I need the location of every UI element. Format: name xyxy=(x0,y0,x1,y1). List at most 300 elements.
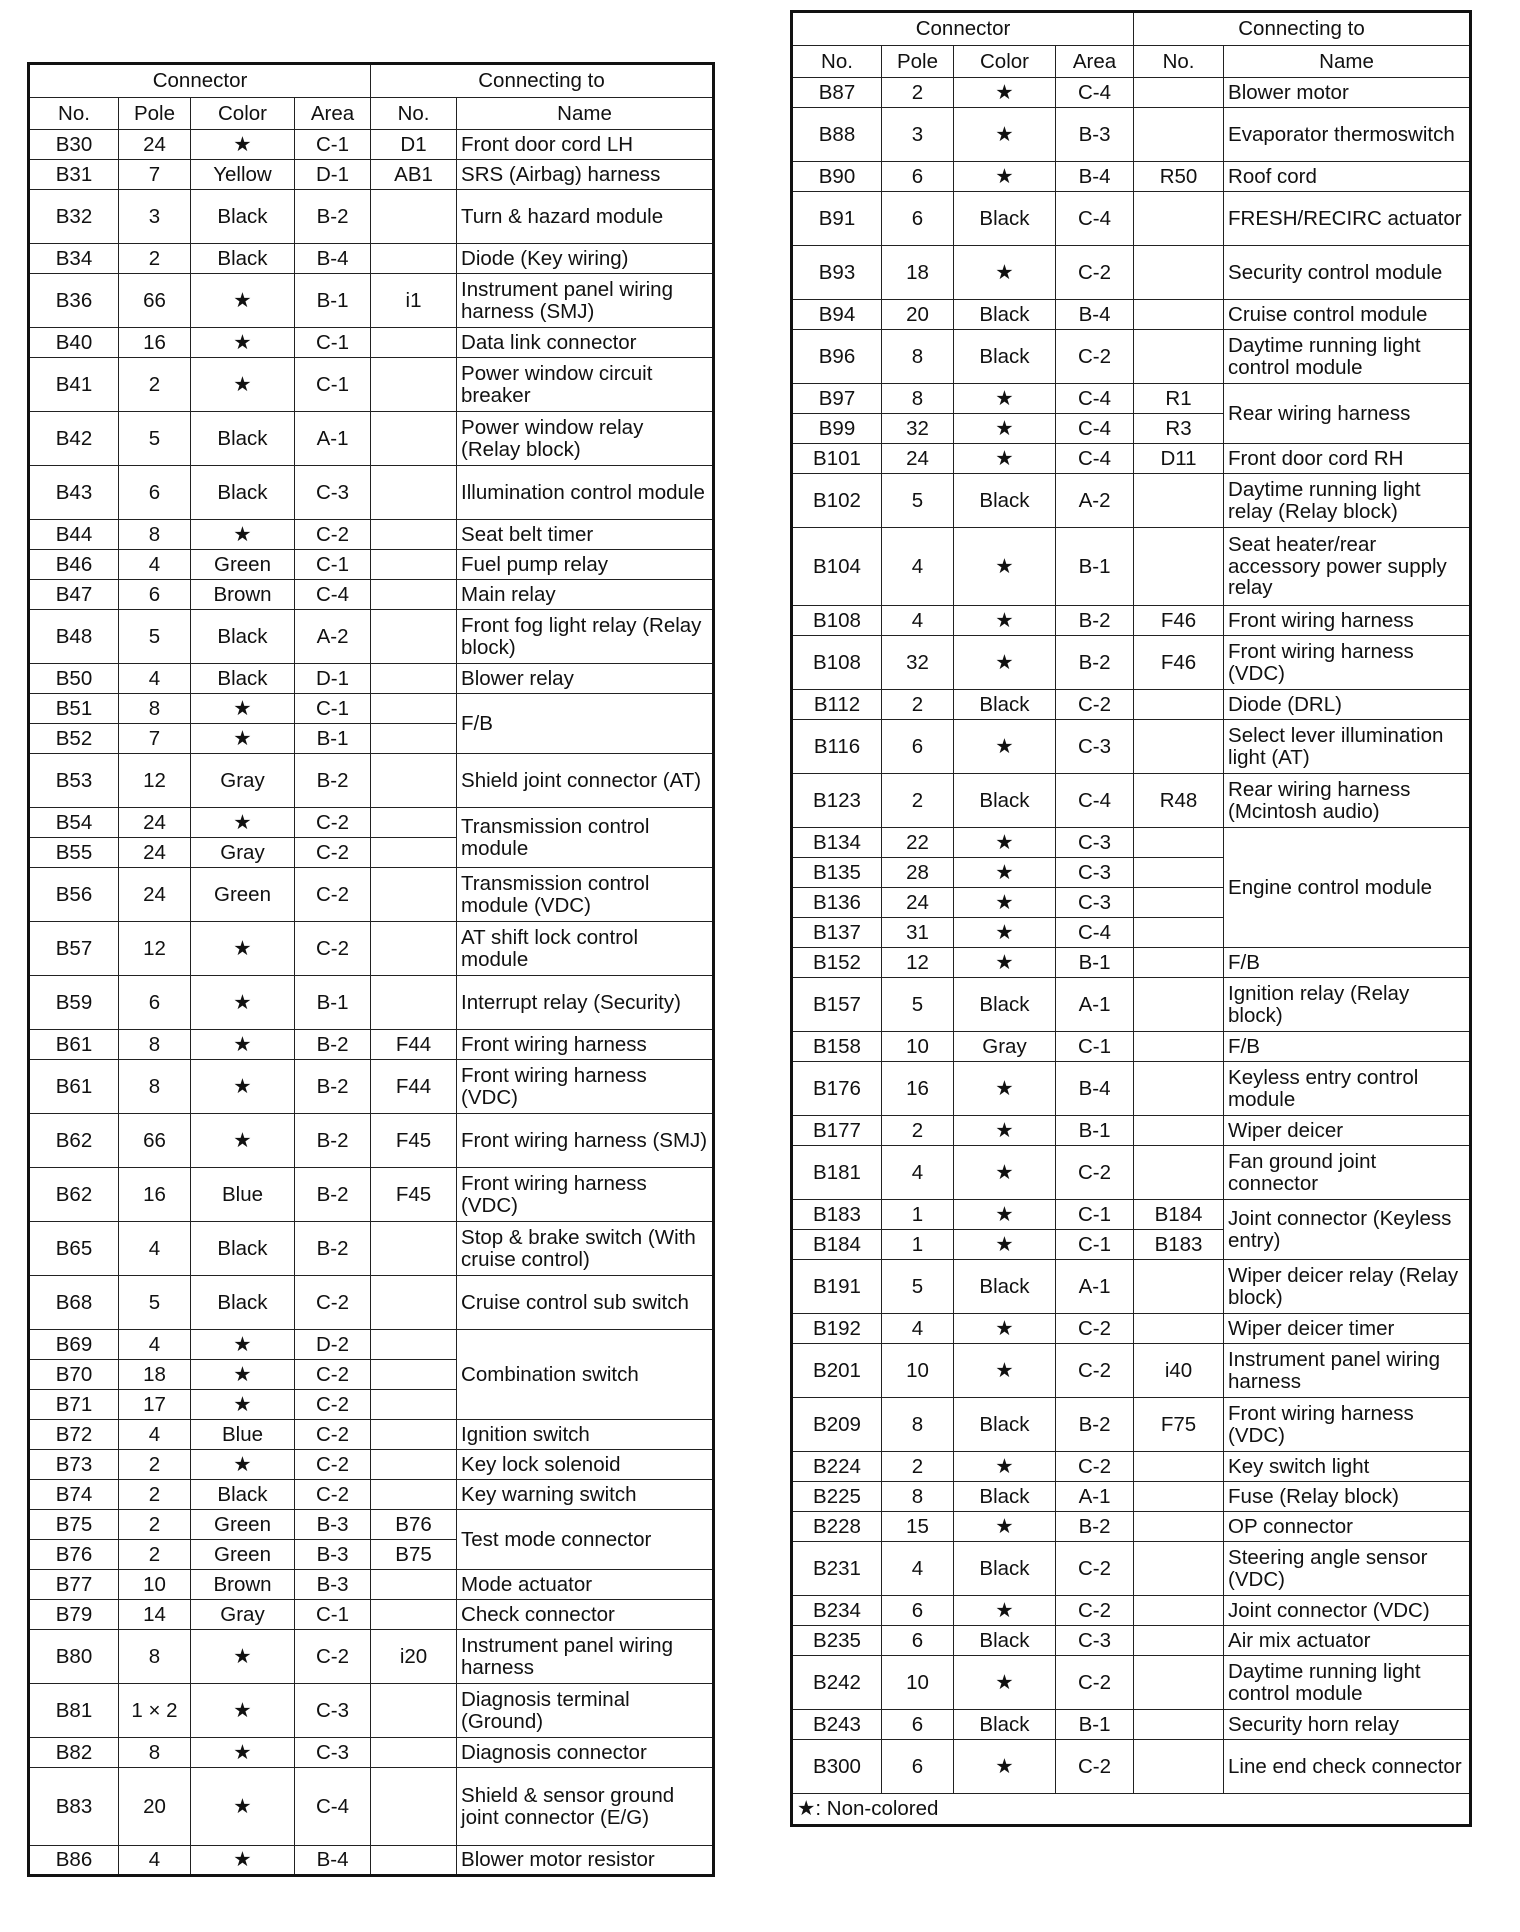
connecting-name-cell: Turn & hazard module xyxy=(457,190,714,244)
connector-no-cell: B72 xyxy=(29,1420,119,1450)
table-row xyxy=(29,1420,714,1450)
area-cell: B-4 xyxy=(1056,300,1134,330)
pole-count-cell: 22 xyxy=(882,828,954,858)
connecting-no-cell xyxy=(371,1360,457,1390)
table-row xyxy=(792,162,1471,192)
area-cell: A-1 xyxy=(1056,978,1134,1032)
connector-color-cell: ★ xyxy=(191,274,295,328)
connector-no-cell: B94 xyxy=(792,300,882,330)
connecting-name-cell: Security control module xyxy=(1224,246,1471,300)
pole-count-cell: 12 xyxy=(119,922,191,976)
connector-color-cell: Brown xyxy=(191,1570,295,1600)
connector-color-cell: Black xyxy=(191,664,295,694)
table-row xyxy=(29,1114,714,1168)
table-row xyxy=(792,1314,1471,1344)
pole-count-cell: 8 xyxy=(119,1738,191,1768)
connector-no-cell: B243 xyxy=(792,1710,882,1740)
pole-count-cell: 10 xyxy=(882,1032,954,1062)
connecting-no-cell: R48 xyxy=(1134,774,1224,828)
area-cell: C-4 xyxy=(1056,78,1134,108)
connector-no-cell: B41 xyxy=(29,358,119,412)
pole-count-cell: 1 xyxy=(882,1200,954,1230)
connecting-no-cell: F46 xyxy=(1134,606,1224,636)
pole-count-cell: 6 xyxy=(882,192,954,246)
connector-no-cell: B231 xyxy=(792,1542,882,1596)
connecting-no-cell: F75 xyxy=(1134,1398,1224,1452)
area-column-header: Area xyxy=(1056,46,1134,78)
area-cell: A-2 xyxy=(1056,474,1134,528)
pole-count-cell: 24 xyxy=(119,868,191,922)
pole-column-header: Pole xyxy=(882,46,954,78)
connector-color-cell: ★ xyxy=(191,922,295,976)
pole-count-cell: 24 xyxy=(882,444,954,474)
pole-count-cell: 4 xyxy=(119,1846,191,1876)
connector-color-cell: Black xyxy=(954,1398,1056,1452)
pole-count-cell: 4 xyxy=(119,1330,191,1360)
connector-no-cell: B50 xyxy=(29,664,119,694)
table-row xyxy=(792,1512,1471,1542)
table-row xyxy=(29,520,714,550)
pole-count-cell: 4 xyxy=(119,1420,191,1450)
connecting-name-cell: Fan ground joint connector xyxy=(1224,1146,1471,1200)
connector-color-cell: Black xyxy=(191,1222,295,1276)
connector-color-cell: Black xyxy=(954,1482,1056,1512)
connector-color-cell: ★ xyxy=(954,636,1056,690)
connector-no-cell: B30 xyxy=(29,130,119,160)
area-cell: C-1 xyxy=(295,328,371,358)
connector-no-cell: B108 xyxy=(792,606,882,636)
area-cell: C-2 xyxy=(295,808,371,838)
connecting-no-cell xyxy=(1134,828,1224,858)
connecting-name-cell: Seat heater/rear accessory power supply relay xyxy=(1224,528,1471,606)
connector-color-cell: Green xyxy=(191,1510,295,1540)
connecting-no-cell xyxy=(1134,108,1224,162)
connector-no-cell: B73 xyxy=(29,1450,119,1480)
pole-count-cell: 16 xyxy=(119,328,191,358)
table-row xyxy=(792,1032,1471,1062)
connector-color-cell: Black xyxy=(191,1480,295,1510)
connecting-name-cell: Instrument panel wiring harness xyxy=(457,1630,714,1684)
table-row xyxy=(29,412,714,466)
connector-no-cell: B137 xyxy=(792,918,882,948)
area-cell: C-4 xyxy=(1056,414,1134,444)
right-connector-table xyxy=(790,10,1472,1827)
connecting-name-cell: Instrument panel wiring harness xyxy=(1224,1344,1471,1398)
table-row xyxy=(29,1060,714,1114)
connecting-no-cell: F45 xyxy=(371,1114,457,1168)
pole-count-cell: 1 × 2 xyxy=(119,1684,191,1738)
connecting-no-cell xyxy=(371,754,457,808)
connector-no-cell: B80 xyxy=(29,1630,119,1684)
connecting-no-cell: F44 xyxy=(371,1060,457,1114)
area-cell: C-1 xyxy=(295,358,371,412)
pole-count-cell: 10 xyxy=(882,1656,954,1710)
area-cell: C-2 xyxy=(295,1450,371,1480)
connecting-name-cell: Stop & brake switch (With cruise control) xyxy=(457,1222,714,1276)
connecting-name-cell: Data link connector xyxy=(457,328,714,358)
pole-count-cell: 31 xyxy=(882,918,954,948)
pole-count-cell: 2 xyxy=(119,358,191,412)
connector-no-cell: B34 xyxy=(29,244,119,274)
connecting-no-cell xyxy=(371,976,457,1030)
connecting-no-cell: D1 xyxy=(371,130,457,160)
connector-color-cell: Black xyxy=(954,774,1056,828)
area-cell: B-2 xyxy=(295,1114,371,1168)
table-row xyxy=(792,606,1471,636)
connector-color-cell: Black xyxy=(954,1626,1056,1656)
connecting-name-cell: Select lever illumination light (AT) xyxy=(1224,720,1471,774)
connector-no-cell: B36 xyxy=(29,274,119,328)
connector-color-cell: Black xyxy=(954,330,1056,384)
connecting-name-cell: Wiper deicer relay (Relay block) xyxy=(1224,1260,1471,1314)
connector-no-cell: B99 xyxy=(792,414,882,444)
connecting-no-cell: B183 xyxy=(1134,1230,1224,1260)
table-row xyxy=(29,808,714,838)
connecting-name-cell: AT shift lock control module xyxy=(457,922,714,976)
connector-no-cell: B192 xyxy=(792,1314,882,1344)
connecting-no-cell: D11 xyxy=(1134,444,1224,474)
pole-count-cell: 12 xyxy=(119,754,191,808)
connector-no-cell: B75 xyxy=(29,1510,119,1540)
left-connector-table-panel xyxy=(27,62,715,1877)
connecting-name-cell: Power window relay (Relay block) xyxy=(457,412,714,466)
connecting-name-cell: Seat belt timer xyxy=(457,520,714,550)
pole-count-cell: 8 xyxy=(882,330,954,384)
connecting-no-cell xyxy=(1134,1542,1224,1596)
area-cell: C-2 xyxy=(295,1390,371,1420)
connector-color-cell: ★ xyxy=(954,78,1056,108)
area-cell: B-2 xyxy=(295,754,371,808)
connector-color-cell: Brown xyxy=(191,580,295,610)
right-connector-table-panel xyxy=(790,10,1472,1827)
pole-count-cell: 6 xyxy=(882,162,954,192)
table-row xyxy=(29,1738,714,1768)
pole-count-cell: 4 xyxy=(882,1314,954,1344)
connector-no-cell: B96 xyxy=(792,330,882,384)
pole-count-cell: 15 xyxy=(882,1512,954,1542)
connecting-no-cell xyxy=(371,244,457,274)
area-cell: C-2 xyxy=(295,868,371,922)
area-cell: A-1 xyxy=(295,412,371,466)
connector-color-cell: ★ xyxy=(191,1330,295,1360)
connector-no-cell: B46 xyxy=(29,550,119,580)
table-row xyxy=(29,1846,714,1876)
connector-color-cell: ★ xyxy=(954,858,1056,888)
connector-color-cell: ★ xyxy=(191,358,295,412)
connector-no-cell: B59 xyxy=(29,976,119,1030)
connector-no-cell: B57 xyxy=(29,922,119,976)
connecting-name-cell: Ignition switch xyxy=(457,1420,714,1450)
connector-no-cell: B81 xyxy=(29,1684,119,1738)
table-row xyxy=(29,1630,714,1684)
table-row xyxy=(792,1656,1471,1710)
connector-color-cell: ★ xyxy=(954,414,1056,444)
area-cell: C-1 xyxy=(295,130,371,160)
connecting-no-cell xyxy=(1134,192,1224,246)
area-cell: B-1 xyxy=(1056,528,1134,606)
pole-count-cell: 6 xyxy=(882,1740,954,1794)
area-cell: C-2 xyxy=(295,1630,371,1684)
connecting-no-cell xyxy=(371,1480,457,1510)
table-row xyxy=(29,580,714,610)
area-cell: D-2 xyxy=(295,1330,371,1360)
connecting-name-cell: Instrument panel wiring harness (SMJ) xyxy=(457,274,714,328)
pole-count-cell: 4 xyxy=(119,1222,191,1276)
connecting-no-cell xyxy=(1134,474,1224,528)
table-row xyxy=(792,1452,1471,1482)
connecting-no-cell xyxy=(1134,78,1224,108)
connector-color-cell: ★ xyxy=(954,162,1056,192)
connecting-name-cell: Check connector xyxy=(457,1600,714,1630)
connecting-name-cell: Front wiring harness (VDC) xyxy=(457,1060,714,1114)
connector-color-cell: ★ xyxy=(191,694,295,724)
pole-count-cell: 16 xyxy=(882,1062,954,1116)
connecting-name-cell: F/B xyxy=(457,694,714,754)
connector-no-cell: B93 xyxy=(792,246,882,300)
connector-color-cell: ★ xyxy=(954,606,1056,636)
table-row xyxy=(792,690,1471,720)
pole-count-cell: 4 xyxy=(882,1542,954,1596)
connector-no-cell: B62 xyxy=(29,1114,119,1168)
connector-color-cell: ★ xyxy=(954,384,1056,414)
pole-count-cell: 5 xyxy=(119,610,191,664)
connecting-name-cell: Front wiring harness xyxy=(1224,606,1471,636)
area-cell: B-1 xyxy=(1056,948,1134,978)
table-row xyxy=(29,1030,714,1060)
pole-count-cell: 20 xyxy=(119,1768,191,1846)
connector-no-cell: B235 xyxy=(792,1626,882,1656)
connector-no-cell: B97 xyxy=(792,384,882,414)
area-cell: C-1 xyxy=(1056,1230,1134,1260)
pole-count-cell: 10 xyxy=(882,1344,954,1398)
connecting-no-cell xyxy=(371,1738,457,1768)
connecting-no-cell xyxy=(1134,1116,1224,1146)
connector-color-cell: ★ xyxy=(954,1116,1056,1146)
connector-no-cell: B86 xyxy=(29,1846,119,1876)
area-cell: C-2 xyxy=(1056,1452,1134,1482)
pole-count-cell: 4 xyxy=(882,1146,954,1200)
connecting-name-cell: Diagnosis terminal (Ground) xyxy=(457,1684,714,1738)
table-row xyxy=(792,1596,1471,1626)
connecting-name-cell: Diode (DRL) xyxy=(1224,690,1471,720)
connector-no-cell: B62 xyxy=(29,1168,119,1222)
connecting-no-cell xyxy=(1134,1626,1224,1656)
connecting-no-cell xyxy=(371,724,457,754)
connector-color-cell: Black xyxy=(954,1542,1056,1596)
connector-color-cell: ★ xyxy=(191,328,295,358)
connector-color-cell: Blue xyxy=(191,1420,295,1450)
connector-no-cell: B83 xyxy=(29,1768,119,1846)
connecting-name-cell: F/B xyxy=(1224,948,1471,978)
pole-count-cell: 66 xyxy=(119,274,191,328)
connecting-no-cell xyxy=(371,1846,457,1876)
table-row xyxy=(29,1600,714,1630)
pole-count-cell: 32 xyxy=(882,414,954,444)
connector-no-cell: B136 xyxy=(792,888,882,918)
area-cell: C-3 xyxy=(1056,828,1134,858)
area-cell: C-2 xyxy=(1056,246,1134,300)
connecting-name-cell: Line end check connector xyxy=(1224,1740,1471,1794)
table-row xyxy=(792,108,1471,162)
connecting-no-cell: B184 xyxy=(1134,1200,1224,1230)
connecting-no-cell xyxy=(371,412,457,466)
table-row xyxy=(29,550,714,580)
table-row xyxy=(792,948,1471,978)
connecting-no-cell xyxy=(371,328,457,358)
connecting-name-cell: Front wiring harness (VDC) xyxy=(1224,636,1471,690)
pole-count-cell: 6 xyxy=(882,1596,954,1626)
connecting-to-group-header: Connecting to xyxy=(1134,12,1471,46)
pole-count-cell: 8 xyxy=(119,694,191,724)
connecting-no-cell xyxy=(371,550,457,580)
connecting-no-cell xyxy=(371,1330,457,1360)
area-cell: C-3 xyxy=(1056,858,1134,888)
pole-count-cell: 5 xyxy=(119,1276,191,1330)
pole-count-cell: 7 xyxy=(119,724,191,754)
connector-color-cell: Black xyxy=(954,300,1056,330)
area-cell: C-4 xyxy=(295,580,371,610)
table-row xyxy=(29,694,714,724)
table-row xyxy=(792,1482,1471,1512)
pole-count-cell: 6 xyxy=(119,466,191,520)
connecting-no-cell xyxy=(371,1684,457,1738)
connector-color-cell: ★ xyxy=(954,888,1056,918)
connecting-name-cell: Blower motor xyxy=(1224,78,1471,108)
connecting-name-cell: Fuse (Relay block) xyxy=(1224,1482,1471,1512)
connecting-name-cell: Keyless entry control module xyxy=(1224,1062,1471,1116)
area-cell: B-4 xyxy=(295,244,371,274)
pole-count-cell: 8 xyxy=(882,384,954,414)
connector-no-cell: B157 xyxy=(792,978,882,1032)
table-row xyxy=(29,610,714,664)
connector-color-cell: ★ xyxy=(191,1768,295,1846)
connecting-no-cell xyxy=(1134,1260,1224,1314)
area-cell: C-4 xyxy=(295,1768,371,1846)
table-row xyxy=(29,1450,714,1480)
area-cell: C-2 xyxy=(1056,1656,1134,1710)
connector-no-cell: B242 xyxy=(792,1656,882,1710)
connecting-no-cell xyxy=(1134,246,1224,300)
connector-color-cell: Black xyxy=(191,244,295,274)
area-cell: C-3 xyxy=(295,1684,371,1738)
table-row xyxy=(792,528,1471,606)
area-cell: C-3 xyxy=(1056,720,1134,774)
pole-count-cell: 14 xyxy=(119,1600,191,1630)
connector-color-cell: ★ xyxy=(191,1390,295,1420)
pole-count-cell: 24 xyxy=(119,808,191,838)
table-row xyxy=(29,160,714,190)
connecting-name-cell: Security horn relay xyxy=(1224,1710,1471,1740)
connector-no-cell: B90 xyxy=(792,162,882,192)
connecting-name-cell: Blower relay xyxy=(457,664,714,694)
pole-count-cell: 12 xyxy=(882,948,954,978)
connector-no-cell: B134 xyxy=(792,828,882,858)
connector-color-cell: ★ xyxy=(954,918,1056,948)
connector-no-cell: B191 xyxy=(792,1260,882,1314)
area-cell: C-2 xyxy=(1056,1740,1134,1794)
connector-no-cell: B88 xyxy=(792,108,882,162)
connecting-no-cell: F45 xyxy=(371,1168,457,1222)
connector-no-cell: B51 xyxy=(29,694,119,724)
pole-count-cell: 8 xyxy=(119,1030,191,1060)
connecting-name-cell: Engine control module xyxy=(1224,828,1471,948)
pole-count-cell: 24 xyxy=(119,130,191,160)
pole-count-cell: 17 xyxy=(119,1390,191,1420)
table-row xyxy=(29,1222,714,1276)
connecting-name-cell: Joint connector (VDC) xyxy=(1224,1596,1471,1626)
connecting-name-cell: Wiper deicer timer xyxy=(1224,1314,1471,1344)
connector-no-cell: B31 xyxy=(29,160,119,190)
connector-color-cell: Gray xyxy=(191,1600,295,1630)
connecting-no-cell: AB1 xyxy=(371,160,457,190)
connector-no-cell: B209 xyxy=(792,1398,882,1452)
connector-color-cell: ★ xyxy=(191,976,295,1030)
connector-no-cell: B61 xyxy=(29,1060,119,1114)
table-row xyxy=(29,244,714,274)
connector-color-cell: Gray xyxy=(954,1032,1056,1062)
connecting-name-cell: Air mix actuator xyxy=(1224,1626,1471,1656)
connector-no-cell: B228 xyxy=(792,1512,882,1542)
connecting-name-cell: Combination switch xyxy=(457,1330,714,1420)
table-row xyxy=(792,330,1471,384)
table-row xyxy=(792,300,1471,330)
area-cell: C-1 xyxy=(295,550,371,580)
table-row xyxy=(792,720,1471,774)
connecting-no-cell xyxy=(1134,1314,1224,1344)
connecting-name-cell: Mode actuator xyxy=(457,1570,714,1600)
connector-color-cell: ★ xyxy=(954,1200,1056,1230)
connecting-no-cell: F44 xyxy=(371,1030,457,1060)
area-cell: D-1 xyxy=(295,664,371,694)
connector-color-cell: Black xyxy=(954,474,1056,528)
table-row xyxy=(792,192,1471,246)
connector-no-cell: B44 xyxy=(29,520,119,550)
connector-no-cell: B234 xyxy=(792,1596,882,1626)
connector-no-cell: B42 xyxy=(29,412,119,466)
left-table-body xyxy=(29,130,714,1876)
area-cell: B-2 xyxy=(295,1060,371,1114)
area-column-header: Area xyxy=(295,98,371,130)
connector-color-cell: ★ xyxy=(954,1512,1056,1542)
table-row xyxy=(792,444,1471,474)
connecting-no-cell xyxy=(1134,918,1224,948)
connecting-name-cell: Front door cord LH xyxy=(457,130,714,160)
connector-color-cell: ★ xyxy=(191,1114,295,1168)
area-cell: C-3 xyxy=(295,1738,371,1768)
area-cell: A-1 xyxy=(1056,1482,1134,1512)
table-row xyxy=(792,78,1471,108)
pole-count-cell: 6 xyxy=(882,720,954,774)
connector-no-cell: B91 xyxy=(792,192,882,246)
connecting-no-cell: R50 xyxy=(1134,162,1224,192)
area-cell: B-3 xyxy=(295,1510,371,1540)
area-cell: B-1 xyxy=(295,976,371,1030)
pole-count-cell: 4 xyxy=(119,550,191,580)
area-cell: B-3 xyxy=(1056,108,1134,162)
table-row xyxy=(792,1260,1471,1314)
connecting-to-group-header: Connecting to xyxy=(371,64,714,98)
table-row xyxy=(29,922,714,976)
connecting-no-cell xyxy=(1134,1596,1224,1626)
connecting-name-cell: Front wiring harness (SMJ) xyxy=(457,1114,714,1168)
area-cell: C-1 xyxy=(295,1600,371,1630)
area-cell: B-2 xyxy=(295,1030,371,1060)
connector-no-cell: B69 xyxy=(29,1330,119,1360)
connector-color-cell: ★ xyxy=(954,1452,1056,1482)
connector-no-cell: B102 xyxy=(792,474,882,528)
connector-no-cell: B71 xyxy=(29,1390,119,1420)
area-cell: B-3 xyxy=(295,1540,371,1570)
